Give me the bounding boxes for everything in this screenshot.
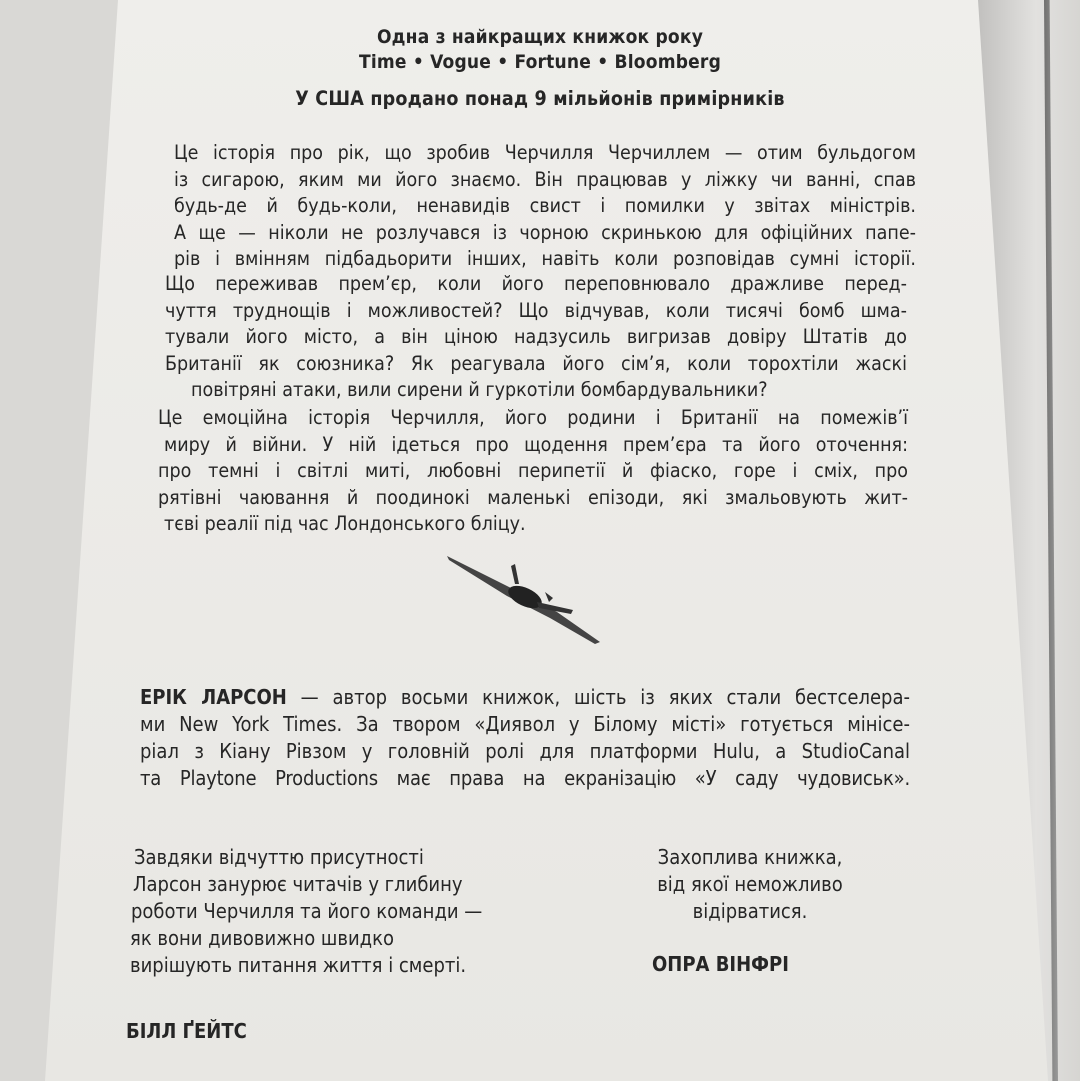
text-line: рів і вмінням підбадьорити інших, навіть коли розповідав сумні історії.	[174, 247, 916, 270]
text-line: тували його місто, а він ціною надзусиль вигризав довіру Штатів до	[165, 325, 907, 348]
text-line: Що переживав прем’єр, коли його переповнювало дражливе перед-	[165, 272, 907, 295]
text-line: від якої неможливо	[657, 872, 843, 896]
text-line: рятівні чаювання й поодинокі маленькі епізоди, які змальовують жит-	[158, 485, 908, 509]
quote-author-winfrey: ОПРА ВІНФРІ	[652, 952, 789, 976]
text-line: та Playtone Productions має права на екранізацію «У саду чудовиськ».	[140, 766, 910, 790]
quote-gates	[130, 844, 482, 979]
description-paragraph-3	[158, 405, 908, 538]
publications-line: Time • Vogue • Fortune • Bloomberg	[358, 51, 722, 73]
award-line: Одна з найкращих книжок року	[376, 26, 704, 48]
text-line: роботи Черчилля та його команди —	[131, 899, 483, 923]
quote-winfrey	[625, 844, 875, 925]
text-line: повітряні атаки, вили сирени й гуркотіли бомбардувальники?	[191, 378, 768, 401]
text-line: про темні і світлі миті, любовні перипетії й фіаско, горе і сміх, про	[158, 459, 908, 482]
text-line: Завдяки відчуттю присутності	[134, 845, 424, 869]
text-line: ми New York Times. За твором «Диявол у Білому місті» готується мінісе-	[140, 712, 910, 736]
text-line: А ще — ніколи не розлучався із чорною скринькою для офіційних папе-	[174, 220, 916, 244]
sales-line: У США продано понад 9 мільйонів примірників	[295, 87, 785, 110]
text-line: відірватися.	[692, 899, 808, 923]
text-line: як вони дивовижно швидко	[130, 926, 394, 950]
text-line: будь-де й будь-коли, ненавидів свист і помилки у звітах міністрів.	[174, 194, 916, 217]
text-line: — автор восьми книжок, шість із яких стали бестселера-	[286, 685, 910, 709]
text-line: Британії як союзника? Як реагувала його сім’я, коли торохтіли жаскі	[165, 351, 907, 375]
description-paragraph-1	[174, 140, 916, 273]
text-line: вирішують питання життя і смерті.	[130, 953, 467, 977]
spitfire-plane-illustration	[445, 552, 605, 647]
quote-author-gates: БІЛЛ ҐЕЙТС	[126, 1019, 247, 1043]
author-bio	[140, 684, 910, 792]
text-line: Захоплива книжка,	[657, 845, 843, 869]
text-line: із сигарою, яким ми його знаємо. Він працював у ліжку чи ванні, спав	[174, 167, 916, 191]
text-line: Ларсон занурює читачів у глибину	[133, 872, 463, 896]
description-paragraph-2	[165, 271, 907, 404]
text-line: миру й війни. У ній ідеться про щодення прем’єра та його оточення:	[164, 432, 908, 456]
text-line: чуття труднощів і можливостей? Що відчував, коли тисячі бомб шма-	[165, 298, 907, 322]
text-line: тєві реалії під час Лондонського бліцу.	[164, 512, 526, 535]
text-line: ріал з Кіану Рівзом у головній ролі для платформи Hulu, а StudioCanal	[140, 739, 910, 763]
author-name: ЕРІК ЛАРСОН	[140, 685, 287, 709]
text-line: Це історія про рік, що зробив Черчилля Черчиллем — отим бульдогом	[174, 141, 916, 164]
text-line: Це емоційна історія Черчилля, його родини і Британії на помежів’ї	[158, 406, 908, 429]
